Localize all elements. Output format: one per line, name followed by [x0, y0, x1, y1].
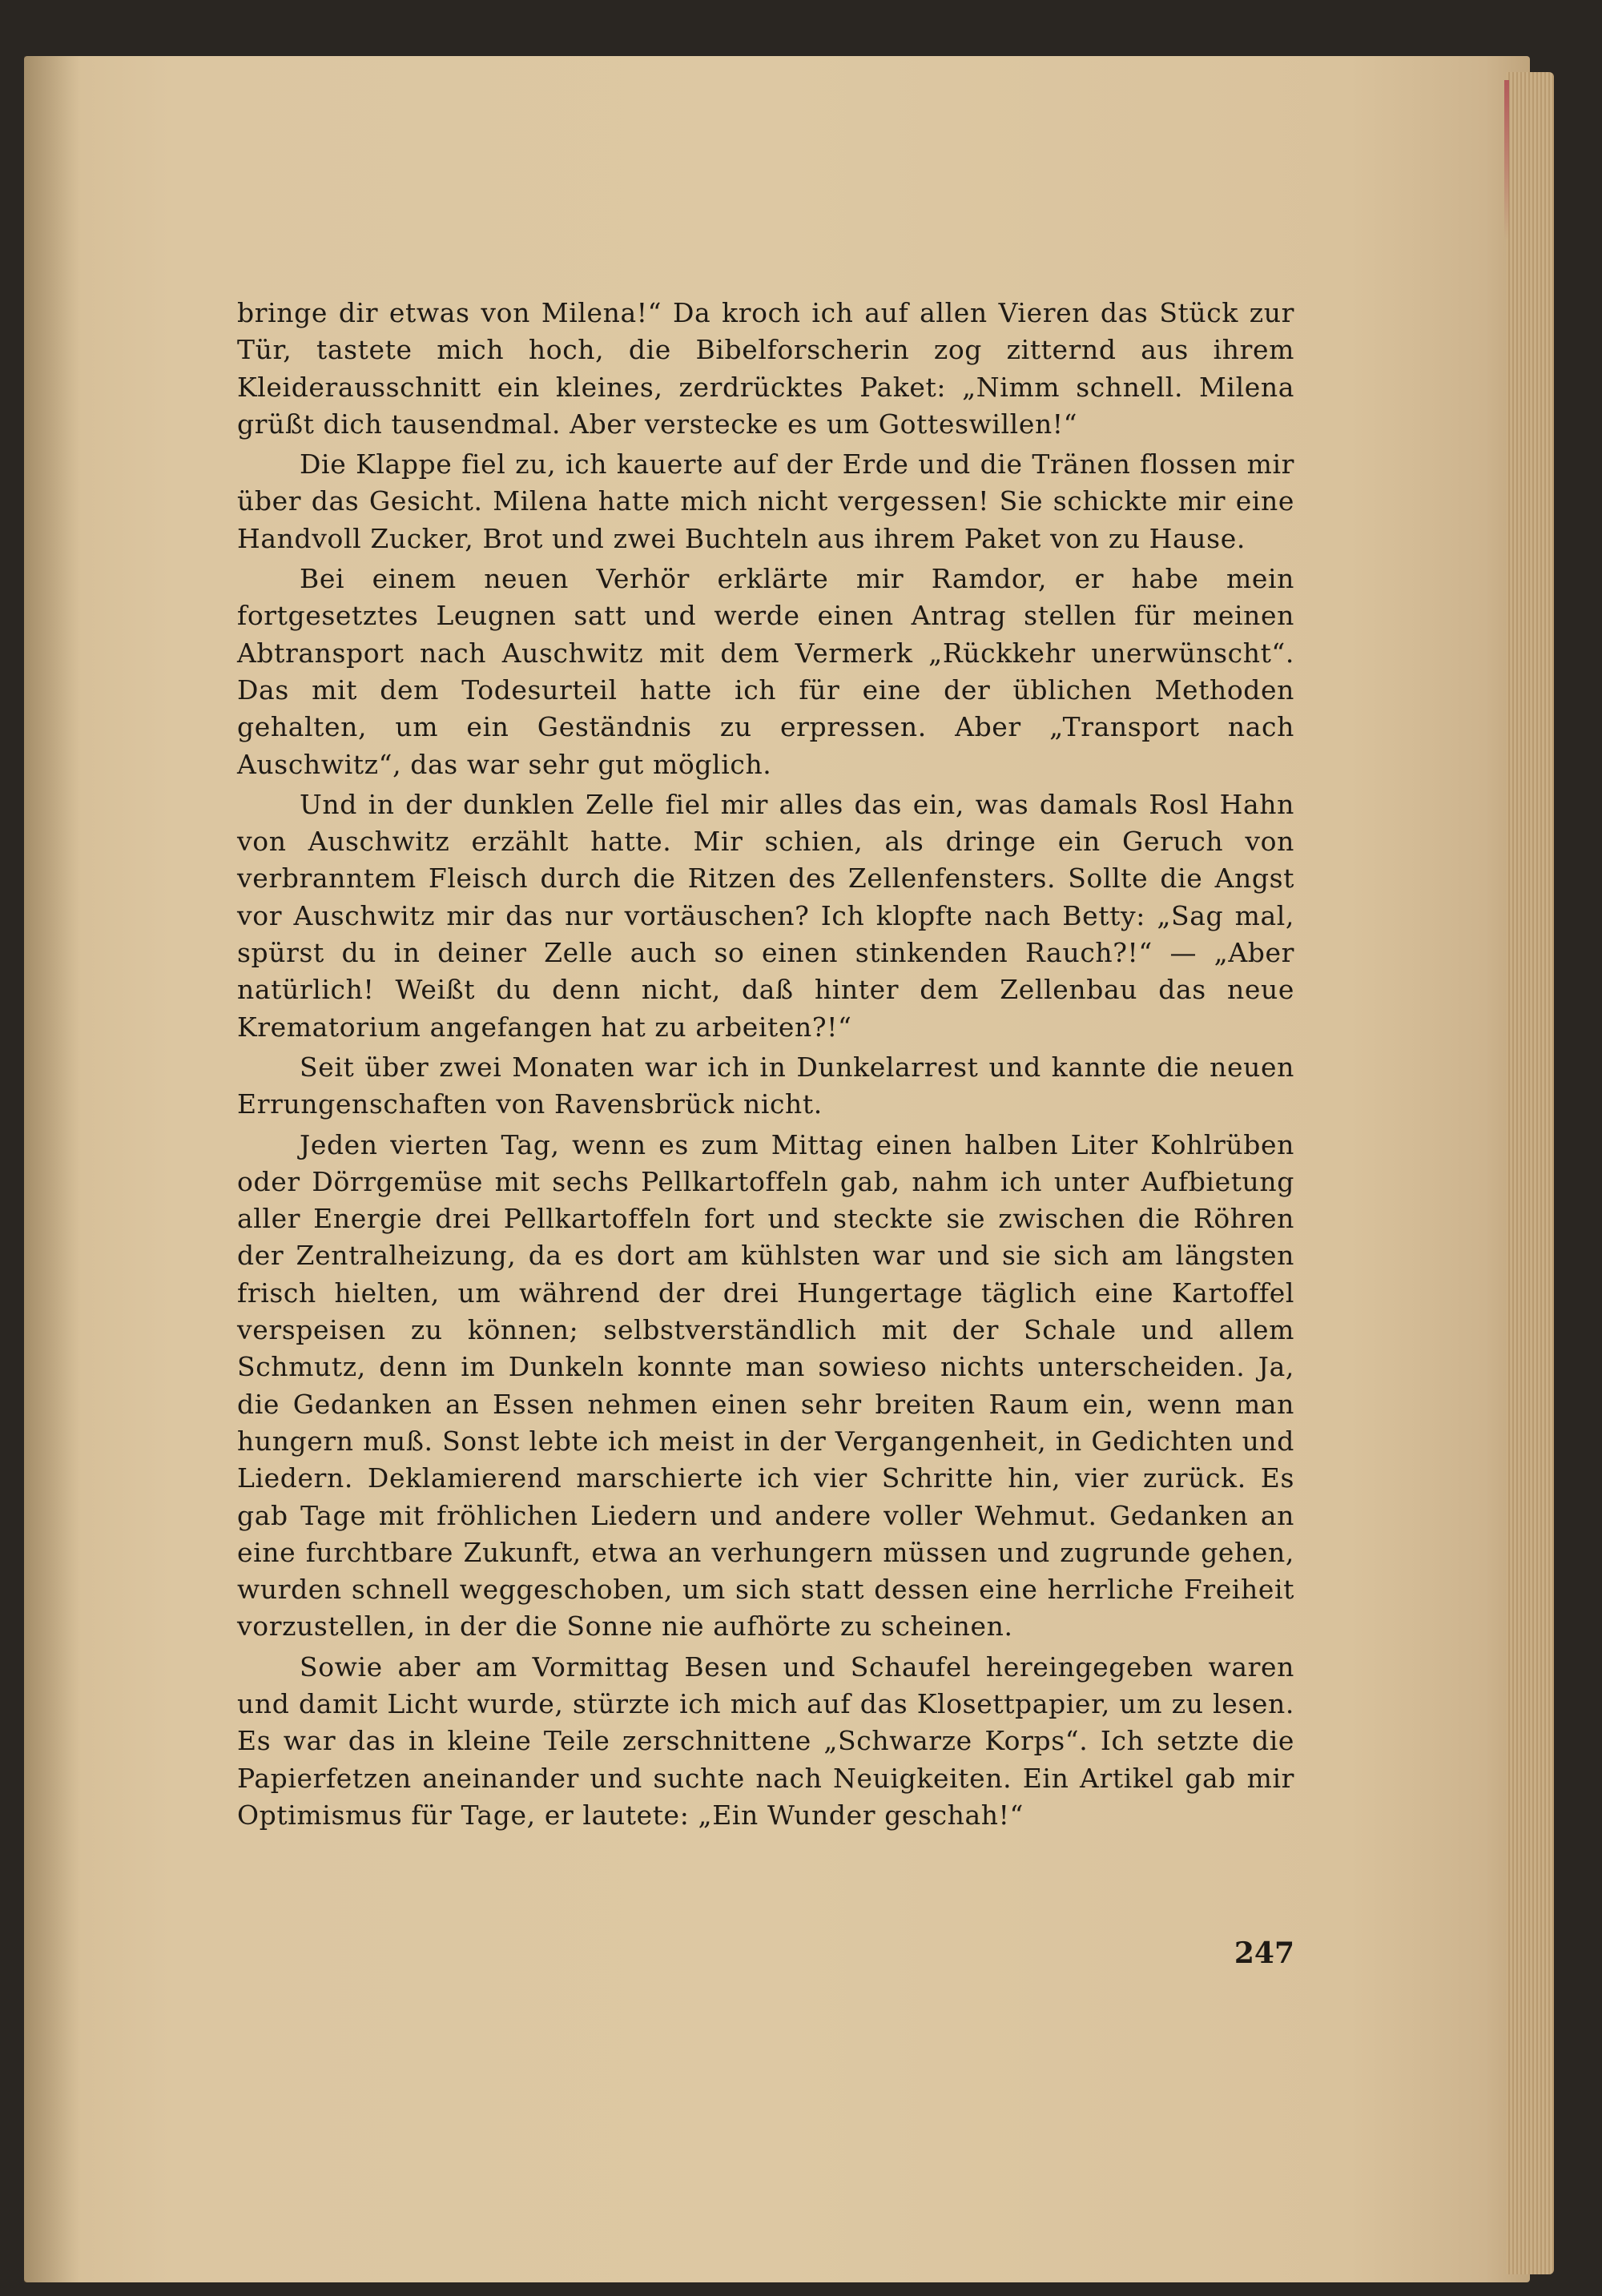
red-page-edge [1504, 80, 1509, 240]
page-number: 247 [1234, 1936, 1294, 1970]
paragraph: Sowie aber am Vormittag Besen und Schaufel hereingegeben waren und damit Licht wurde, stürzte ich mich auf das Klosettpapier, um zu lesen. Es war das in kleine Teile zerschnittene „Schwarze Korps“. Ich setzte die Papierfetzen aneinander und suchte nach Neuigkeiten. Ein Artikel gab mir Optimismus für Tage, er lautete: „Ein Wunder geschah!“ [237, 1651, 1294, 1831]
paragraph: Seit über zwei Monaten war ich in Dunkelarrest und kannte die neuen Errungenschaften von Ravensbrück nicht. [237, 1051, 1294, 1120]
paragraph: Bei einem neuen Verhör erklärte mir Ramdor, er habe mein fortgesetztes Leugnen satt und werde einen Antrag stellen für meinen Abtransport nach Auschwitz mit dem Vermerk „Rückkehr unerwünscht“. Das mit dem Todesurteil hatte ich für eine der üblichen Methoden gehalten, um ein Geständnis zu erpressen. Aber „Transport nach Auschwitz“, das war sehr gut möglich. [237, 563, 1294, 780]
paragraph: Jeden vierten Tag, wenn es zum Mittag einen halben Liter Kohlrüben oder Dörrgemüse mit sechs Pellkartoffeln gab, nahm ich unter Aufbietung aller Energie drei Pellkartoffeln fort und steckte sie zwischen die Röhren der Zentralheizung, da es dort am kühlsten war und sie sich am längsten frisch hielten, um während der drei Hungertage täglich eine Kartoffel verspeisen zu können; selbstverständlich mit der Schale und allem Schmutz, denn im Dunkeln konnte man sowieso nichts unterscheiden. Ja, die Gedanken an Essen nehmen einen sehr breiten Raum ein, wenn man hungern muß. Sonst lebte ich meist in der Vergangenheit, in Gedichten und Liedern. Deklamierend marschierte ich vier Schritte hin, vier zurück. Es gab Tage mit fröhlichen Liedern und andere voller Wehmut. Gedanken an eine furchtbare Zukunft, etwa an verhungern müssen und zugrunde gehen, wurden schnell weggeschoben, um sich statt dessen eine herrliche Freiheit vorzustellen, in der die Sonne nie aufhörte zu scheinen. [237, 1128, 1294, 1643]
spine-shadow [24, 56, 80, 2282]
page-edges [1506, 72, 1554, 2274]
body-text [237, 295, 1294, 1837]
paragraph: bringe dir etwas von Milena!“ Da kroch ich auf allen Vieren das Stück zur Tür, tastete mich hoch, die Bibelforscherin zog zitternd aus ihrem Kleiderausschnitt ein kleines, zerdrücktes Paket: „Nimm schnell. Milena grüßt dich tausendmal. Aber verstecke es um Gotteswillen!“ [237, 297, 1294, 440]
paragraph: Und in der dunklen Zelle fiel mir alles das ein, was damals Rosl Hahn von Auschwitz erzählt hatte. Mir schien, als dringe ein Geruch von verbranntem Fleisch durch die Ritzen des Zellenfensters. Sollte die Angst vor Auschwitz mir das nur vortäuschen? Ich klopfte nach Betty: „Sag mal, spürst du in deiner Zelle auch so einen stinkenden Rauch?!“ — „Aber natürlich! Weißt du denn nicht, daß hinter dem Zellenbau das neue Krematorium angefangen hat zu arbeiten?!“ [237, 788, 1294, 1043]
paragraph: Die Klappe fiel zu, ich kauerte auf der Erde und die Tränen flossen mir über das Gesicht. Milena hatte mich nicht vergessen! Sie schickte mir eine Handvoll Zucker, Brot und zwei Buchteln aus ihrem Paket von zu Hause. [237, 448, 1294, 554]
